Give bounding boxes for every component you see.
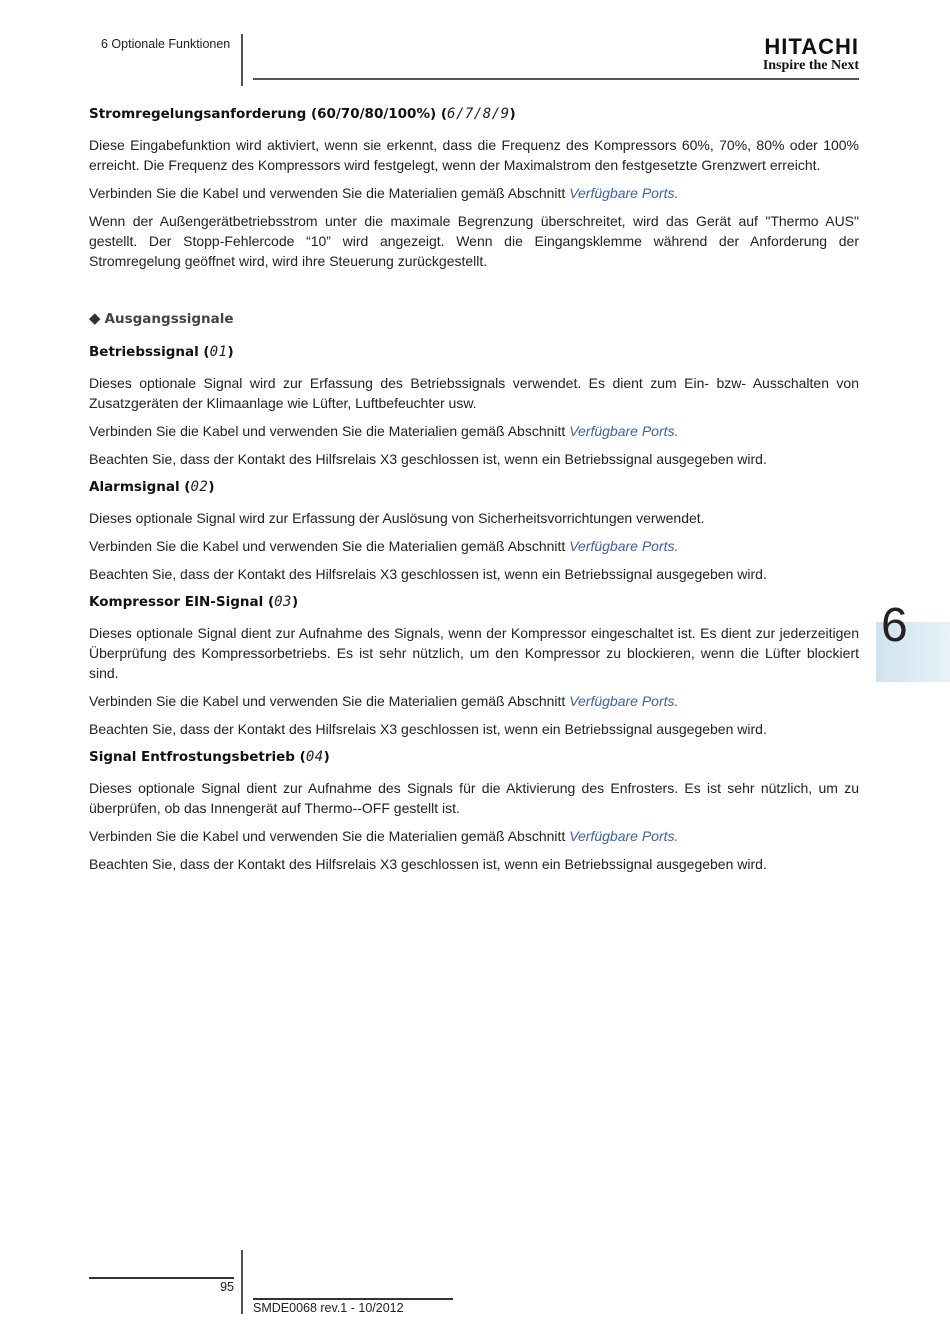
heading-text-end: ) — [291, 594, 299, 610]
paragraph: Dieses optionale Signal dient zur Aufnahme des Signals für die Aktivierung des Enfrosters. Es ist sehr nützlich, um zu überprüfen, ob das Innengerät auf Thermo--OFF gestellt ist. — [89, 780, 859, 816]
page-content — [89, 104, 859, 882]
paragraph — [89, 826, 859, 846]
header-divider-vertical — [241, 34, 243, 86]
page-number: 95 — [220, 1280, 234, 1294]
heading-text-end: ) — [509, 106, 516, 122]
link-available-ports[interactable]: Verfügbare Ports — [569, 693, 675, 709]
heading-text: Betriebssignal ( — [89, 344, 210, 360]
section-heading — [89, 342, 859, 362]
header-section-title: 6 Optionale Funktionen — [101, 37, 231, 51]
section-heading-current-limit — [89, 104, 859, 124]
paragraph-text: Verbinden Sie die Kabel und verwenden Sie die Materialien gemäß Abschnitt — [89, 828, 570, 844]
logo-tagline: Inspire the Next — [762, 58, 859, 73]
heading-text: Alarmsignal ( — [89, 479, 191, 495]
link-suffix: . — [674, 538, 679, 554]
link-available-ports[interactable]: Verfügbare Ports — [569, 185, 675, 201]
link-available-ports[interactable]: Verfügbare Ports — [569, 828, 675, 844]
paragraph: Dieses optionale Signal wird zur Erfassung des Betriebssignals verwendet. Es dient zum Ein- bzw- Ausschalten von Zusatzgeräten der Klimaanlage wie Lüfter, Luftbefeuchter usw. — [89, 375, 859, 411]
section-heading — [89, 592, 859, 612]
paragraph — [89, 421, 859, 441]
footer-divider-vertical — [241, 1250, 243, 1314]
paragraph: Beachten Sie, dass der Kontakt des Hilfsrelais X3 geschlossen ist, wenn ein Betriebssignal ausgegeben wird. — [89, 856, 767, 872]
paragraph-text: Verbinden Sie die Kabel und verwenden Sie die Materialien gemäß Abschnitt — [89, 693, 570, 709]
paragraph-text: Verbinden Sie die Kabel und verwenden Sie die Materialien gemäß Abschnitt — [89, 185, 570, 201]
segment-code: 02 — [190, 479, 209, 495]
paragraph — [89, 691, 859, 711]
heading-text-end: ) — [208, 479, 215, 495]
heading-text: Stromregelungsanforderung (60/70/80/100%) ( — [89, 106, 448, 122]
paragraph: Dieses optionale Signal dient zur Aufnahme des Signals, wenn der Kompressor eingeschaltet ist. Es dient zur jederzeitigen Überprüfung des Kompressorbetriebs. Es ist sehr nützlich, um den Kompressor zu blockieren, wenn die Lüfter blockiert sind. — [89, 625, 859, 681]
footer-divider-left — [89, 1277, 234, 1279]
link-suffix: . — [674, 185, 679, 201]
section-heading — [89, 477, 859, 497]
heading-text: Signal Entfrostungsbetrieb ( — [89, 749, 306, 765]
segment-code: 04 — [305, 749, 324, 765]
section-alarm-signal — [89, 477, 859, 584]
paragraph: Beachten Sie, dass der Kontakt des Hilfsrelais X3 geschlossen ist, wenn ein Betriebssignal ausgegeben wird. — [89, 721, 767, 737]
footer-divider-right — [253, 1298, 453, 1300]
hitachi-logo — [763, 36, 859, 74]
paragraph: Beachten Sie, dass der Kontakt des Hilfsrelais X3 geschlossen ist, wenn ein Betriebssignal ausgegeben wird. — [89, 451, 767, 467]
paragraph: Dieses optionale Signal wird zur Erfassung der Auslösung von Sicherheitsvorrichtungen verwendet. — [89, 510, 705, 526]
heading-text-end: ) — [227, 344, 234, 360]
paragraph — [89, 536, 859, 556]
section-compressor-on-signal — [89, 592, 859, 739]
paragraph-text: Verbinden Sie die Kabel und verwenden Sie die Materialien gemäß Abschnitt — [89, 538, 570, 554]
paragraph — [89, 183, 859, 203]
heading-text-end: ) — [323, 749, 330, 765]
header-divider-horizontal — [253, 78, 859, 80]
link-available-ports[interactable]: Verfügbare Ports — [569, 423, 675, 439]
link-suffix: . — [674, 693, 679, 709]
section-operation-signal — [89, 342, 859, 469]
segment-code: 01 — [209, 344, 228, 360]
diamond-bullet-icon: ◆ — [89, 309, 101, 327]
heading-text: Kompressor EIN-Signal ( — [89, 594, 275, 610]
logo-wordmark: HITACHI — [764, 34, 859, 59]
output-signals-heading — [89, 309, 859, 327]
link-available-ports[interactable]: Verfügbare Ports — [569, 538, 675, 554]
section-heading — [89, 747, 859, 767]
document-reference: SMDE0068 rev.1 - 10/2012 — [253, 1301, 404, 1315]
segment-code: 03 — [274, 594, 292, 610]
chapter-number: 6 — [881, 599, 908, 652]
paragraph: Wenn der Außengerätbetriebsstrom unter die maximale Begrenzung überschreitet, wird das Gerät auf "Thermo AUS" gestellt. Der Stopp-Fehlercode “10” wird angezeigt. Wenn die Eingangsklemme während der Anforderung der Stromregelung geöffnet wird, wird ihre Steuerung zurückgestellt. — [89, 213, 859, 269]
paragraph: Beachten Sie, dass der Kontakt des Hilfsrelais X3 geschlossen ist, wenn ein Betriebssignal ausgegeben wird. — [89, 566, 767, 582]
paragraph: Diese Eingabefunktion wird aktiviert, wenn sie erkennt, dass die Frequenz des Kompressors 60%, 70%, 80% oder 100% erreicht. Die Frequenz des Kompressors wird festgelegt, wenn der Maximalstrom den festgesetzte Grenzwert erreicht. — [89, 137, 859, 173]
output-signals-heading-text: Ausgangssignale — [104, 311, 234, 327]
link-suffix: . — [674, 828, 679, 844]
section-defrost-signal — [89, 747, 859, 874]
segment-code: 6/7/8/9 — [447, 106, 510, 122]
link-suffix: . — [674, 423, 679, 439]
paragraph-text: Verbinden Sie die Kabel und verwenden Sie die Materialien gemäß Abschnitt — [89, 423, 570, 439]
